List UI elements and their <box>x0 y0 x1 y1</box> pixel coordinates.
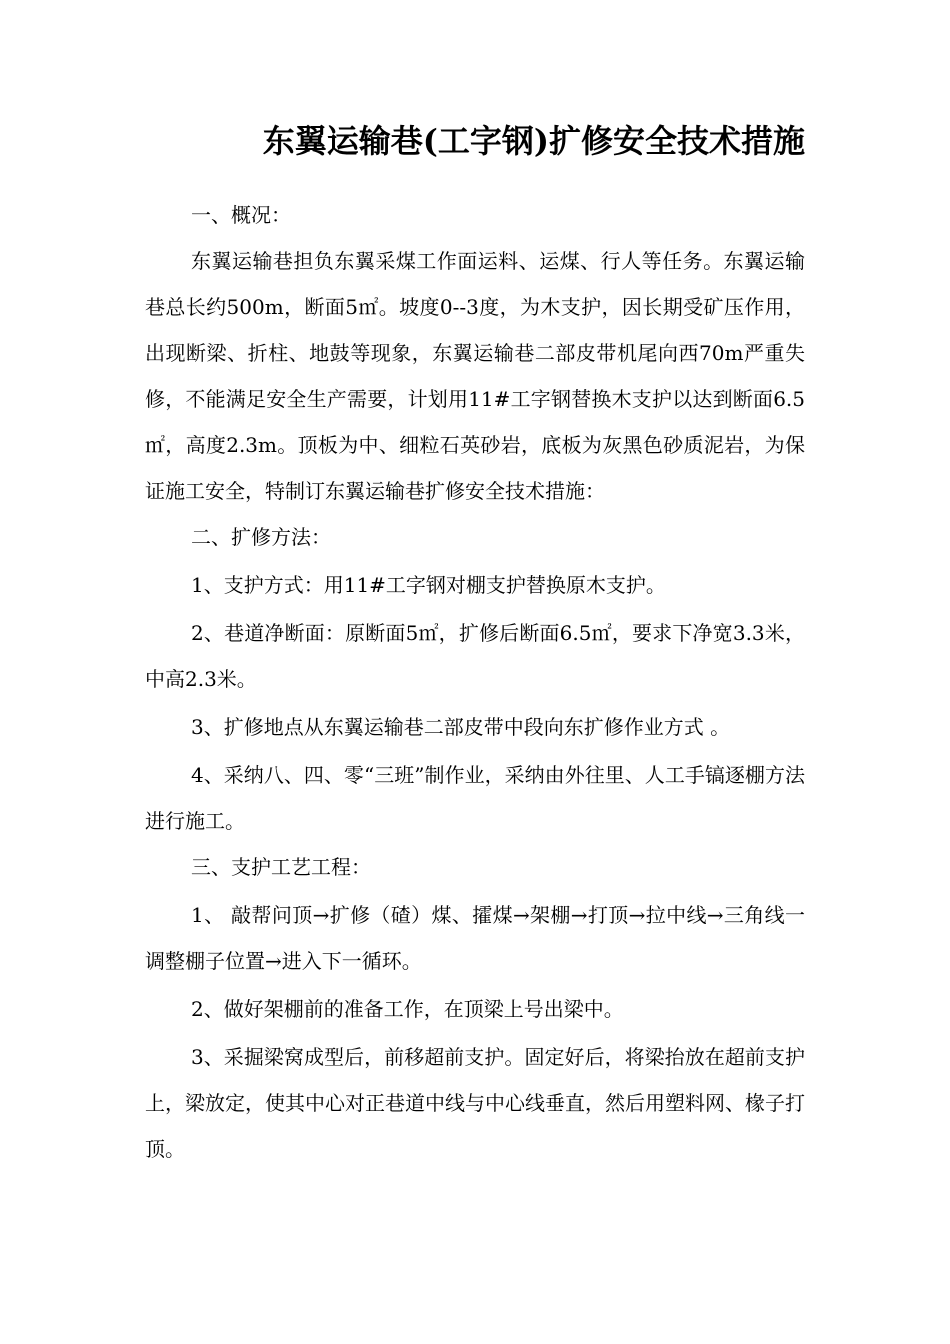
process-item-1: 1、 敲帮问顶→扩修（碴）煤、攉煤→架棚→打顶→拉中线→三角线一调整棚子位置→进入下一循环。 <box>145 903 805 973</box>
method-item-3: 3、扩修地点从东翼运输巷二部皮带中段向东扩修作业方式 。 <box>191 715 731 739</box>
section-heading-method: 二、扩修方法： <box>191 525 331 549</box>
method-item-1: 1、支护方式：用11#工字钢对棚支护替换原木支护。 <box>191 573 666 597</box>
process-item-3: 3、采掘梁窝成型后，前移超前支护。固定好后，将梁抬放在超前支护上，梁放定，使其中心对正巷道中线与中心线垂直，然后用塑料网、椽子打顶。 <box>145 1045 805 1161</box>
method-item-4: 4、采纳八、四、零“三班”制作业，采纳由外往里、人工手镐逐棚方法进行施工。 <box>145 763 805 833</box>
overview-paragraph: 东翼运输巷担负东翼采煤工作面运料、运煤、行人等任务。东翼运输巷总长约500m，断面5㎡。坡度0--3度，为木支护，因长期受矿压作用，出现断梁、折柱、地鼓等现象，东翼运输巷二部皮带机尾向西70m严重失修，不能满足安全生产需要，计划用11#工字钢替换木支护以达到断面6.5㎡，高度2.3m。顶板为中、细粒石英砂岩，底板为灰黑色砂质泥岩，为保证施工安全，特制订东翼运输巷扩修安全技术措施： <box>145 249 805 503</box>
section-heading-overview: 一、概况： <box>191 203 291 227</box>
section-heading-process: 三、支护工艺工程： <box>191 855 371 879</box>
document-title: 东翼运输巷(工字钢)扩修安全技术措施 <box>262 122 805 160</box>
process-item-2: 2、做好架棚前的准备工作，在顶梁上号出梁中。 <box>191 997 624 1021</box>
method-item-2: 2、巷道净断面：原断面5㎡，扩修后断面6.5㎡，要求下净宽3.3米，中高2.3米。 <box>145 621 805 691</box>
document-body <box>145 192 805 1172</box>
